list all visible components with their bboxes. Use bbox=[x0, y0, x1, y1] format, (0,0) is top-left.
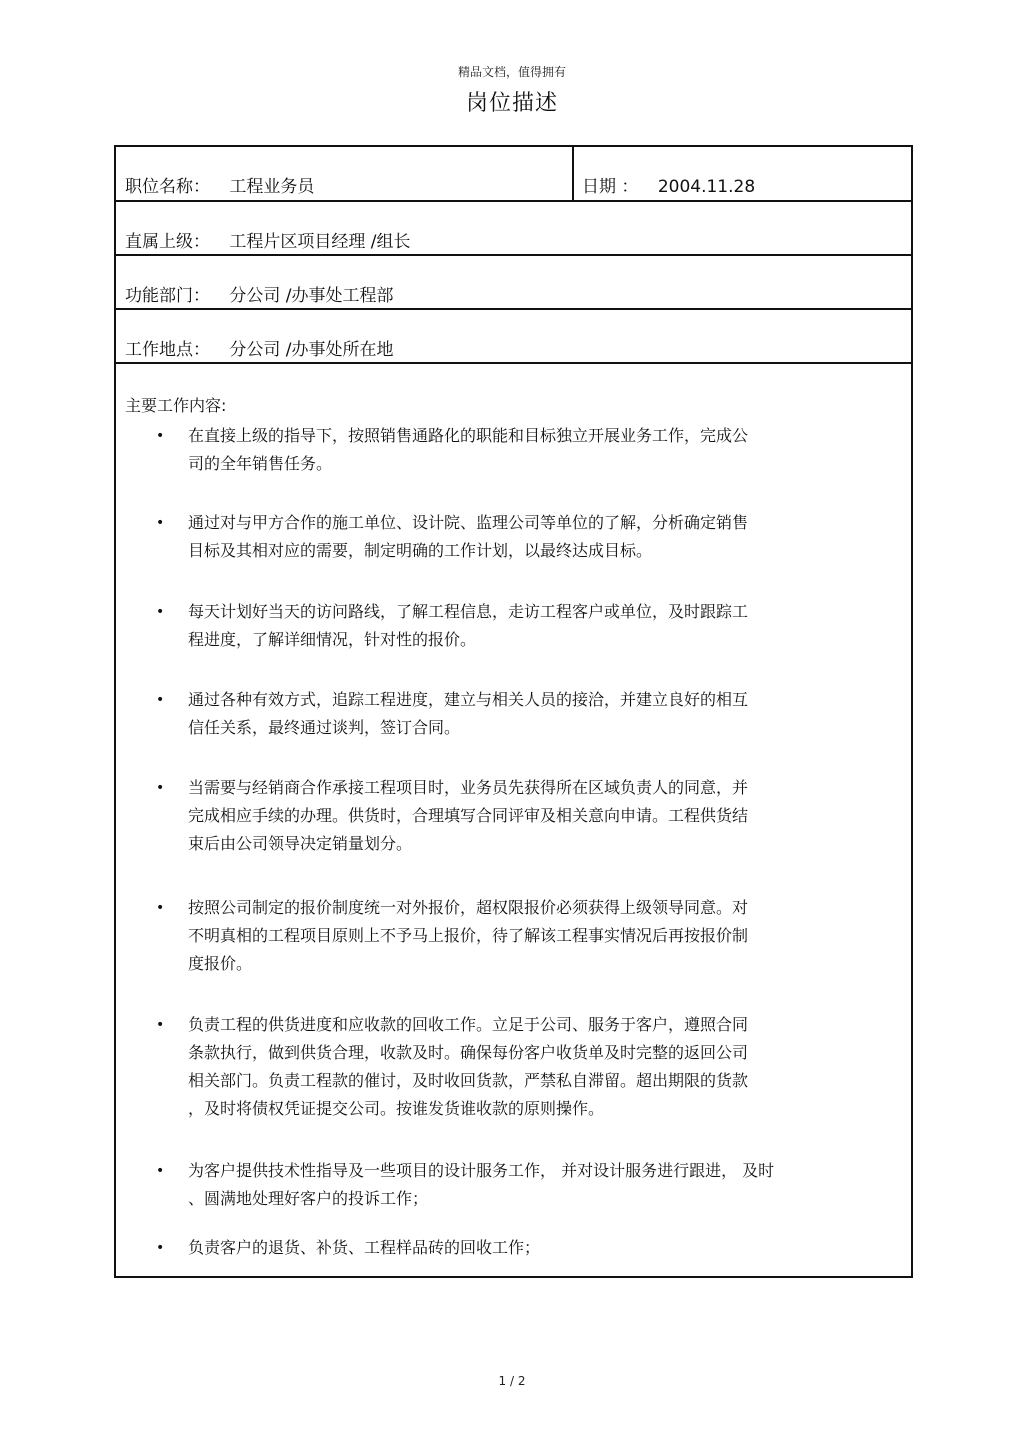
main-duties-heading: 主要工作内容: bbox=[125, 396, 227, 415]
position-label: 职位名称： bbox=[125, 177, 210, 197]
row-position-date bbox=[116, 147, 911, 202]
bullet-icon: • bbox=[156, 1163, 165, 1179]
job-description-table bbox=[114, 145, 913, 1278]
superior-field bbox=[125, 227, 411, 252]
page-title: 岗位描述 bbox=[465, 91, 558, 116]
duty-text: 在直接上级的指导下，按照销售通路化的职能和目标独立开展业务工作，完成公 司的全年销售任务。 bbox=[188, 426, 749, 473]
superior-value: 工程片区项目经理 /组长 bbox=[229, 232, 411, 252]
date-value: 2004.11.28 bbox=[657, 177, 756, 197]
position-value: 工程业务员 bbox=[229, 177, 315, 197]
location-value: 分公司 /办事处所在地 bbox=[229, 340, 394, 360]
duty-text: 当需要与经销商合作承接工程项目时，业务员先获得所在区域负责人的同意，并 完成相应手续的办理。供货时，合理填写合同评审及相关意向申请。工程供货结 束后由公司领导决定销量划分。 bbox=[188, 778, 749, 853]
superior-label: 直属上级： bbox=[125, 232, 210, 252]
duty-text: 按照公司制定的报价制度统一对外报价，超权限报价必须获得上级领导同意。对 不明真相的工程项目原则上不予马上报价，待了解该工程事实情况后再按报价制 度报价。 bbox=[188, 898, 749, 973]
location-label: 工作地点： bbox=[125, 340, 210, 360]
bullet-icon: • bbox=[156, 428, 165, 444]
date-field bbox=[582, 172, 755, 197]
duty-text: 为客户提供技术性指导及一些项目的设计服务工作， 并对设计服务进行跟进， 及时 、圆满地处理好客户的投诉工作； bbox=[188, 1161, 775, 1208]
department-label: 功能部门： bbox=[125, 286, 210, 306]
department-field bbox=[125, 281, 394, 306]
duty-text: 通过各种有效方式，追踪工程进度，建立与相关人员的接洽，并建立良好的相互 信任关系，最终通过谈判，签订合同。 bbox=[188, 690, 749, 737]
department-value: 分公司 /办事处工程部 bbox=[229, 286, 394, 306]
duty-text: 负责工程的供货进度和应收款的回收工作。立足于公司、服务于客户，遵照合同 条款执行，做到供货合理，收款及时。确保每份客户收货单及时完整的返回公司 相关部门。负责工程款的催讨，及时收回货款，严禁私自滞留。超出期限的货款 ，及时将债权凭证提交公司。按谁发货谁收款的原则操作。 bbox=[188, 1015, 749, 1118]
row-superior bbox=[116, 202, 911, 256]
bullet-icon: • bbox=[156, 1017, 165, 1033]
bullet-icon: • bbox=[156, 515, 165, 531]
page-number: 1 / 2 bbox=[498, 1374, 526, 1388]
duty-text: 负责客户的退货、补货、工程样品砖的回收工作； bbox=[188, 1238, 541, 1257]
bullet-icon: • bbox=[156, 780, 165, 796]
row-location bbox=[116, 310, 911, 364]
header-note: 精品文档，值得拥有 bbox=[457, 65, 566, 79]
bullet-icon: • bbox=[156, 1240, 165, 1256]
bullet-icon: • bbox=[156, 604, 165, 620]
duty-text: 通过对与甲方合作的施工单位、设计院、监理公司等单位的了解，分析确定销售 目标及其相对应的需要，制定明确的工作计划，以最终达成目标。 bbox=[188, 513, 749, 560]
position-field bbox=[125, 172, 314, 197]
bullet-icon: • bbox=[156, 900, 165, 916]
bullet-icon: • bbox=[156, 692, 165, 708]
row-department bbox=[116, 256, 911, 310]
duty-text: 每天计划好当天的访问路线，了解工程信息，走访工程客户或单位，及时跟踪工 程进度，了解详细情况，针对性的报价。 bbox=[188, 602, 749, 649]
column-divider bbox=[572, 147, 574, 200]
location-field bbox=[125, 335, 394, 360]
date-label: 日期 ： bbox=[582, 177, 639, 197]
